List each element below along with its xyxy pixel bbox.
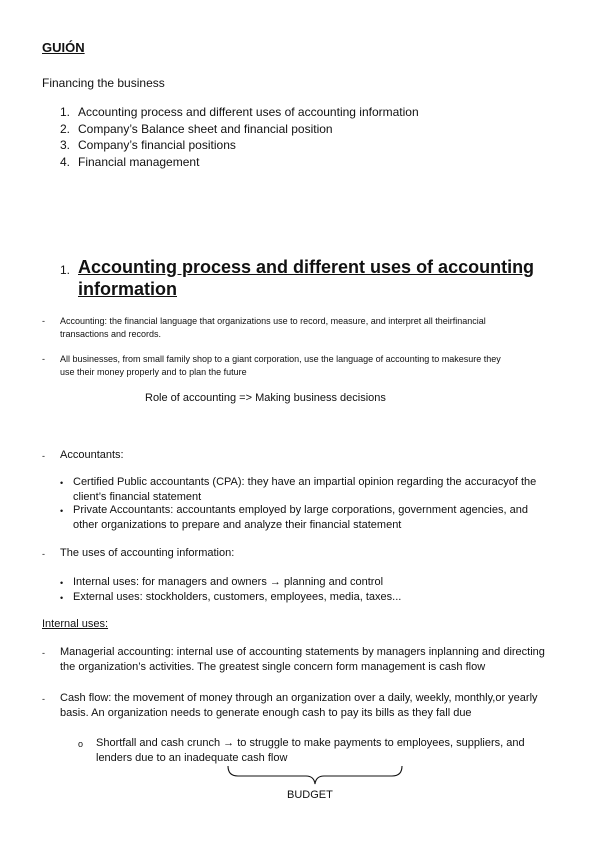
dash-marker: - — [42, 648, 45, 658]
brace-icon — [226, 764, 404, 788]
section-title: Accounting process and different uses of accounting information — [78, 257, 535, 299]
uses-label: The uses of accounting information: — [60, 547, 235, 559]
list-item: External uses: stockholders, customers, employees, media, taxes... — [73, 591, 402, 603]
dash-marker: - — [42, 354, 45, 364]
dash-marker: - — [42, 694, 45, 704]
dash-marker: - — [42, 316, 45, 326]
circle-marker: o — [78, 739, 84, 749]
dash-marker: - — [42, 549, 45, 559]
dash-marker: - — [42, 451, 45, 461]
section-number: 1. — [60, 263, 71, 277]
toc-item: 4. Financial management — [60, 154, 200, 169]
toc-item: 1. Accounting process and different uses of accounting information — [60, 105, 419, 119]
list-item: Internal uses: for managers and owners → planning and control — [73, 576, 384, 588]
page-heading: GUIÓN — [42, 40, 85, 55]
cash-flow-text: Cash flow: the movement of money through an organization over a daily, weekly, monthly,or yearly basis. An organization needs to generate enough cash to pay its bills as they fall due — [60, 692, 538, 719]
list-item: Certified Public accountants (CPA): they have an impartial opinion regarding the accuracyof the client’s financial statement — [73, 476, 537, 503]
budget-label: BUDGET — [287, 789, 333, 801]
table-of-contents — [60, 104, 419, 170]
toc-item: 3. Company’s financial positions — [60, 138, 236, 152]
bullet-marker: • — [60, 578, 64, 588]
bullet-marker: • — [60, 478, 64, 488]
bullet-marker: • — [60, 593, 64, 603]
toc-item: 2. Company’s Balance sheet and financial position — [60, 121, 333, 136]
list-item: Private Accountants: accountants employed by large corporations, government agencies, and other organizations to prepare and analyze their financial statement — [73, 504, 528, 531]
accountants-label: Accountants: — [60, 449, 124, 461]
internal-uses-heading: Internal uses: — [42, 618, 109, 630]
page-subtitle: Financing the business — [42, 76, 165, 90]
accounting-definition: Accounting: the financial language that organizations use to record, measure, and interpret all theirfinancial transactions and records. — [60, 316, 486, 339]
bullet-marker: • — [60, 506, 64, 516]
managerial-accounting-text: Managerial accounting: internal use of accounting statements by managers inplanning and directing the organization’s activities. The greatest single concern form management is cash flow — [60, 646, 545, 673]
role-of-accounting: Role of accounting => Making business decisions — [145, 392, 386, 404]
shortfall-text: Shortfall and cash crunch → to struggle to make payments to employees, suppliers, and lenders due to an inadequate cash flow — [96, 737, 525, 764]
all-businesses-text: All businesses, from small family shop to a giant corporation, use the language of accounting to makesure they use their money properly and to plan the future — [60, 354, 501, 377]
